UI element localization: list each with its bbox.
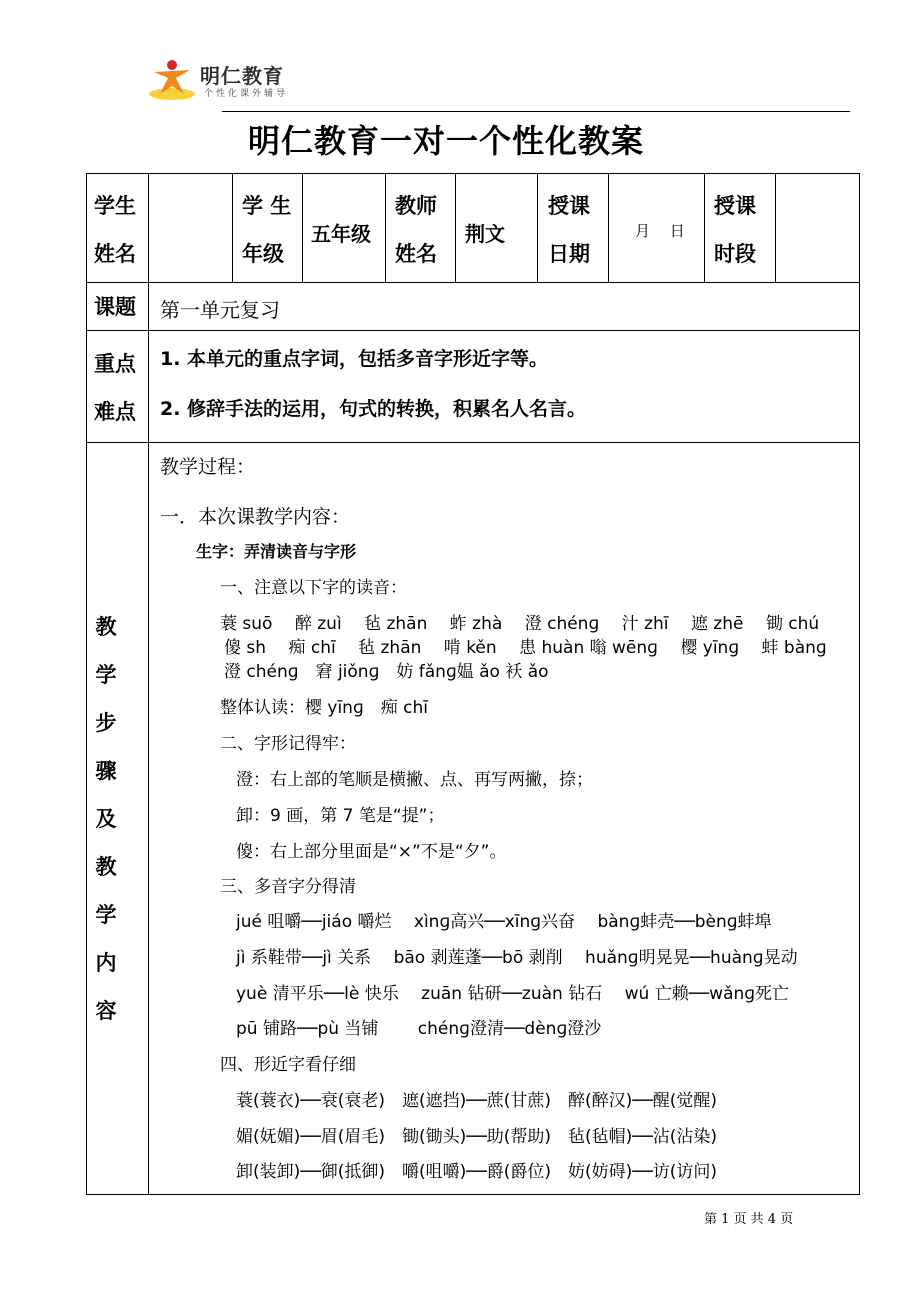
part-title: 三、多音字分得清 — [220, 877, 356, 897]
similar-char-line: 媚(妩媚)──眉(眉毛) 锄(锄头)──助(帮助) 毡(毡帽)──沾(沾染) — [236, 1127, 717, 1147]
teacher-value: 荆文 — [465, 222, 505, 246]
grade-label-1: 学 生 — [242, 194, 292, 218]
steps-label-char: 学 — [95, 903, 117, 927]
polyphone-line: jué 咀嚼──jiáo 嚼烂 xìnɡ高兴──xīnɡ兴奋 bànɡ蚌壳──bènɡ蚌埠 — [236, 912, 772, 932]
part-title: 一、注意以下字的读音： — [220, 578, 407, 598]
date-label-1: 授课 — [548, 194, 590, 218]
teacher-label-1: 教师 — [395, 194, 437, 218]
steps-label-char: 及 — [95, 807, 117, 831]
steps-label-char: 教 — [95, 855, 117, 879]
logo-name: 明仁教育 — [200, 64, 284, 88]
logo-tagline: 个性化课外辅导 — [204, 89, 289, 99]
key-point-item: 1. 本单元的重点字词，包括多音字形近字等。 — [160, 348, 549, 370]
pronunciation-line: 傻 sh 痴 chī 毡 zhān 啃 kěn 患 huàn 嗡 wēnɡ 樱 yīnɡ 蚌 bànɡ — [224, 638, 827, 658]
process-title: 教学过程： — [160, 456, 256, 478]
key-point-item: 2. 修辞手法的运用，句式的转换，积累名人名言。 — [160, 398, 587, 420]
polyphone-line: pū 铺路──pù 当铺 chénɡ澄清──dènɡ澄沙 — [236, 1019, 602, 1039]
steps-label-char: 骤 — [95, 759, 117, 783]
date-value: 月 日 — [635, 222, 685, 240]
similar-char-line: 蓑(蓑衣)──衰(衰老) 遮(遮挡)──蔗(甘蔗) 醉(醉汉)──醒(觉醒) — [236, 1091, 717, 1111]
glyph-note: 傻：右上部分里面是“×”不是“夕”。 — [236, 842, 507, 862]
steps-label-char: 容 — [95, 999, 117, 1023]
part-title: 二、字形记得牢： — [220, 734, 356, 754]
glyph-note: 卸：9 画，第 7 笔是“提”； — [236, 806, 445, 826]
period-label-2: 时段 — [714, 242, 756, 266]
polyphone-line: jì 系鞋带──jì 关系 bāo 剥莲蓬──bō 剥削 huǎnɡ明晃晃──huànɡ晃动 — [236, 948, 798, 968]
section-heading: 一．本次课教学内容： — [160, 506, 351, 528]
topic-value: 第一单元复习 — [160, 298, 280, 322]
steps-label-char: 步 — [95, 711, 117, 735]
pronunciation-line: 蓑 suō 醉 zuì 毡 zhān 蚱 zhà 澄 chénɡ 汁 zhī 遮 zhē 锄 chú — [220, 614, 820, 634]
key-points-label-1: 重点 — [94, 352, 136, 376]
similar-char-line: 卸(装卸)──御(抵御) 嚼(咀嚼)──爵(爵位) 妨(妨碍)──访(访问) — [236, 1162, 717, 1182]
steps-label-char: 学 — [95, 663, 117, 687]
pronunciation-line: 澄 chénɡ 窘 jiǒnɡ 妨 fǎnɡ媪 ǎo 袄 ǎo — [224, 662, 549, 682]
steps-label-char: 内 — [95, 951, 117, 975]
grade-label-2: 年级 — [242, 242, 284, 266]
page-footer: 第 1 页 共 4 页 — [704, 1212, 794, 1227]
polyphone-line: yuè 清平乐──lè 快乐 zuān 钻研──zuàn 钻石 wú 亡赖──wǎnɡ死亡 — [236, 984, 790, 1004]
whole-reading: 整体认读：樱 yīnɡ 痴 chī — [220, 698, 429, 718]
teacher-label-2: 姓名 — [395, 242, 437, 266]
student-name-label-2: 姓名 — [94, 242, 136, 266]
date-label-2: 日期 — [548, 242, 590, 266]
grade-value: 五年级 — [311, 222, 371, 246]
student-name-label-1: 学生 — [94, 194, 136, 218]
period-label-1: 授课 — [714, 194, 756, 218]
steps-label-char: 教 — [95, 615, 117, 639]
part-title: 四、形近字看仔细 — [220, 1055, 356, 1075]
document-title: 明仁教育一对一个性化教案 — [247, 122, 644, 160]
glyph-note: 澄：右上部的笔顺是横撇、点、再写两撇，捺； — [236, 770, 593, 790]
subheading: 生字：弄清读音与字形 — [196, 542, 357, 561]
topic-label: 课题 — [94, 295, 136, 319]
key-points-label-2: 难点 — [94, 400, 136, 424]
